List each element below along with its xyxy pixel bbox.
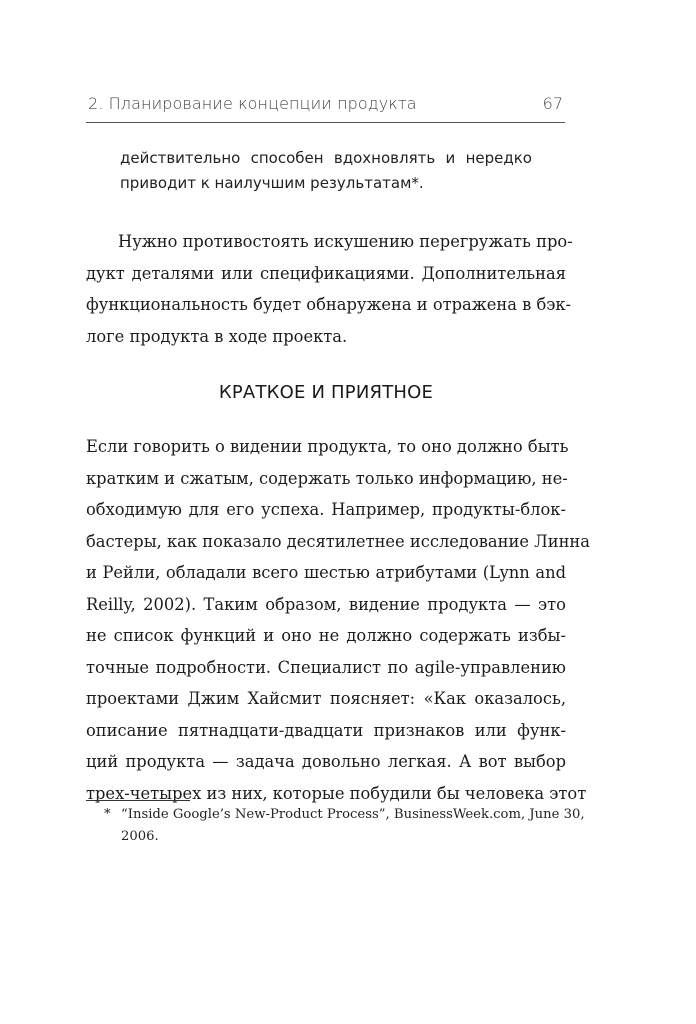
paragraph-line: функциональность будет обнаружена и отражена в бэк- — [86, 295, 572, 314]
footnote — [104, 804, 585, 848]
paragraph — [86, 431, 590, 809]
quote-line: приводит к наилучшим результатам*. — [120, 174, 424, 192]
paragraph-line: точные подробности. Специалист по agile-управлению — [86, 657, 566, 677]
running-head — [86, 94, 565, 123]
paragraph-line: бастеры, как показало десятилетнее исследование Линна — [86, 531, 590, 551]
paragraph-line: кратким и сжатым, содержать только информацию, не- — [86, 468, 568, 488]
paragraph-line: Если говорить о видении продукта, то оно должно быть — [86, 437, 569, 456]
block-quote — [120, 146, 532, 196]
paragraph-line: трех-четырех из них, которые побудили бы человека этот — [86, 783, 587, 803]
paragraph-line: не список функций и оно не должно содержать избы- — [86, 626, 566, 645]
footnote-divider — [86, 800, 190, 801]
chapter-title: 2. Планирование концепции продукта — [88, 94, 417, 113]
paragraph-line: обходимую для его успеха. Например, продукты-блок- — [86, 500, 566, 519]
paragraph — [86, 226, 573, 352]
footnote-line: 2006. — [121, 829, 159, 844]
page-number: 67 — [542, 94, 563, 113]
footnote-line: “Inside Google’s New-Product Process”, BusinessWeek.com, June 30, — [121, 807, 585, 822]
quote-line: действительно способен вдохновлять и нередко — [120, 149, 532, 167]
paragraph-line: Нужно противостоять искушению перегружать про- — [118, 232, 573, 251]
paragraph-line: проектами Джим Хайсмит поясняет: «Как оказалось, — [86, 689, 566, 708]
paragraph-line: Reilly, 2002). Таким образом, видение продукта — это — [86, 594, 566, 614]
footnote-text — [121, 804, 585, 848]
section-heading: КРАТКОЕ И ПРИЯТНОЕ — [218, 382, 434, 403]
paragraph-line: описание пятнадцати-двадцати признаков или функ- — [86, 720, 566, 740]
footnote-mark: * — [104, 807, 111, 822]
paragraph-line: ций продукта — задача довольно легкая. А вот выбор — [86, 752, 566, 771]
paragraph-line: и Рейли, обладали всего шестью атрибутами (Lynn and — [86, 563, 566, 582]
paragraph-line: дукт деталями или спецификациями. Дополнительная — [86, 263, 566, 283]
paragraph-line: логе продукта в ходе проекта. — [86, 326, 348, 346]
